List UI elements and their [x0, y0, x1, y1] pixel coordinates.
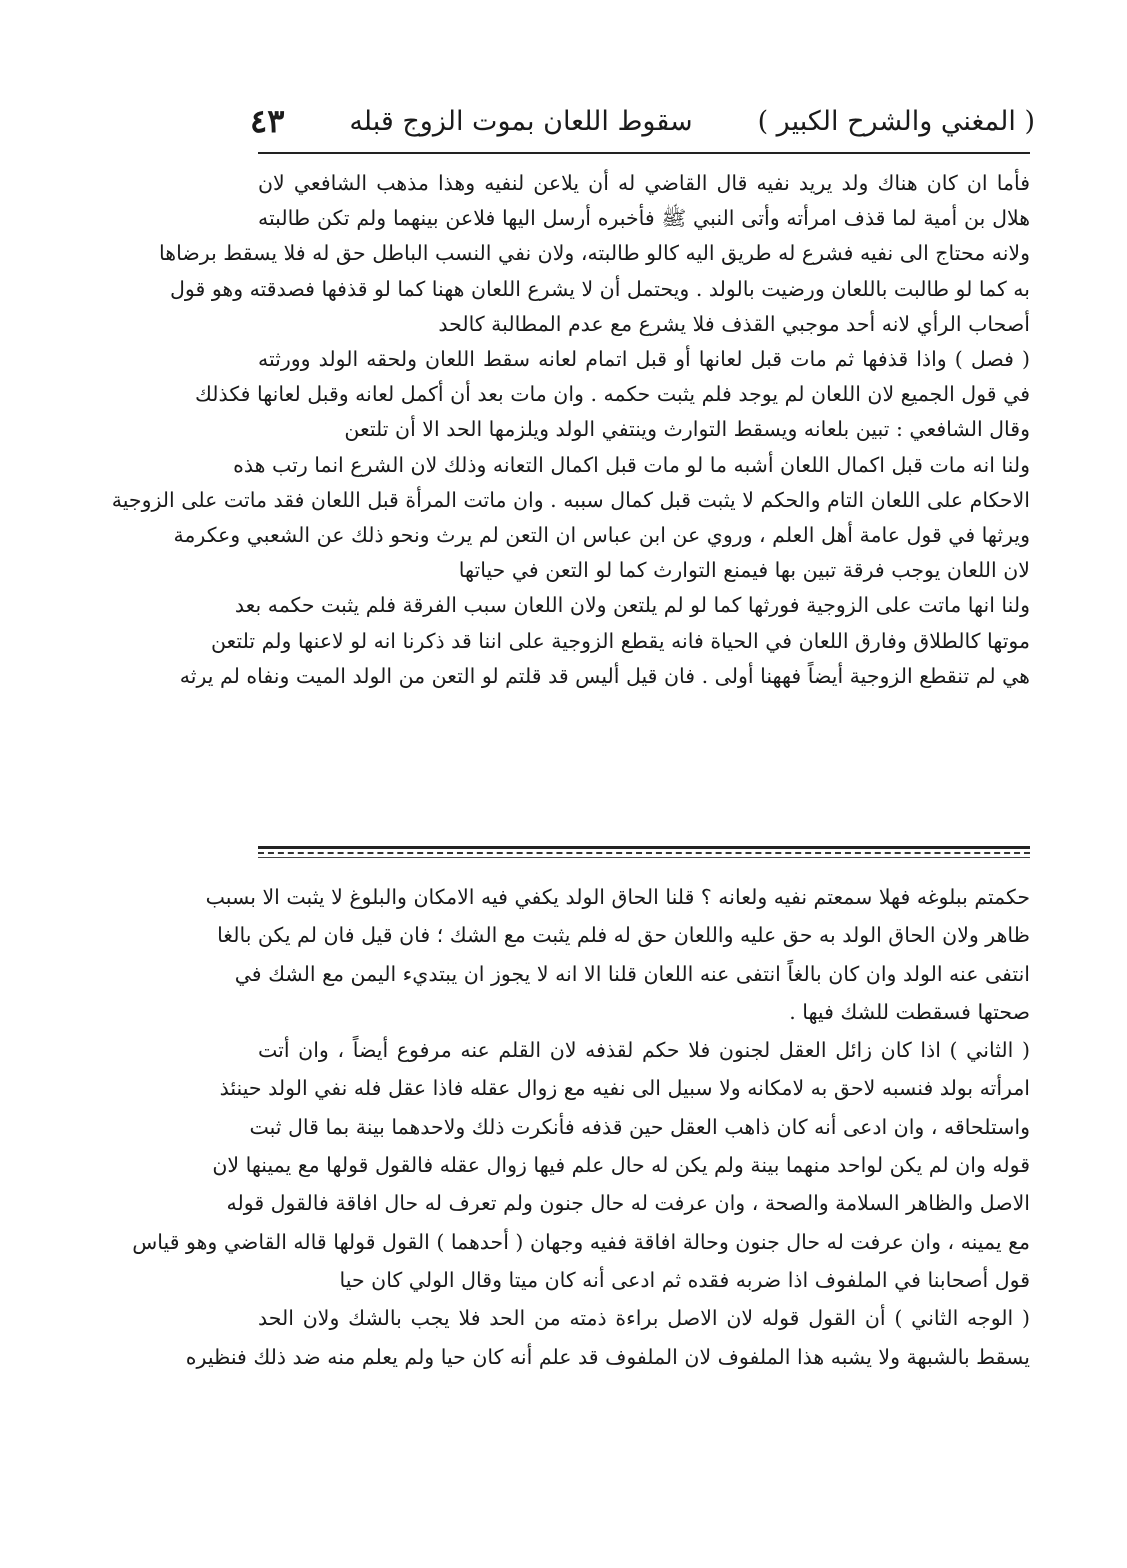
- page-number: ٤٣: [250, 102, 285, 140]
- paragraph: [159, 166, 1030, 342]
- separator-dashed-line: [258, 852, 1030, 854]
- paragraph: [111, 448, 1030, 589]
- paragraph: [205, 878, 1030, 1031]
- paragraph: [132, 1031, 1030, 1299]
- section-separator: [258, 846, 1030, 860]
- text-line: ( الوجه الثاني ) أن القول قوله لان الاصل براءة ذمته من الحد فلا يجب بالشك ولان الحد: [258, 1306, 1030, 1331]
- text-line: يسقط بالشبهة ولا يشبه هذا الملفوف لان الملفوف قد علم أنه كان حيا ولم يعلم منه ضد ذلك فنظيره: [185, 1344, 1030, 1369]
- header-rule: [258, 152, 1030, 154]
- text-line: في قول الجميع لان اللعان لم يوجد فلم يثبت حكمه . وان مات بعد أن أكمل لعانه وقبل لعانها فكذلك: [195, 382, 1030, 407]
- text-line: ( فصل ) واذا قذفها ثم مات قبل لعانها أو قبل اتمام لعانه سقط اللعان ولحقه الولد وورثته: [258, 347, 1030, 372]
- page-header: [250, 96, 1035, 146]
- text-line: امرأته بولد فنسبه لاحق به لامكانه ولا سبيل الى نفيه مع زوال عقله فاذا عقل فله نفي الولد حينئذ: [219, 1076, 1030, 1101]
- upper-text-block: [111, 166, 1030, 694]
- paragraph: [185, 1299, 1030, 1376]
- paragraph: [195, 342, 1030, 448]
- lower-text-block: [132, 878, 1030, 1376]
- text-line: فأما ان كان هناك ولد يريد نفيه قال القاضي له أن يلاعن لنفيه وهذا مذهب الشافعي لان: [258, 171, 1030, 195]
- text-line: قوله وان لم يكن لواحد منهما بينة ولم يكن له حال علم فيها زوال عقله فالقول قولها مع يمينها لان: [212, 1153, 1030, 1178]
- text-line: ويرثها في قول عامة أهل العلم ، وروي عن ابن عباس ان التعن لم يرث ونحو ذلك عن الشعبي وعكرمة: [173, 523, 1030, 548]
- text-line: حكمتم ببلوغه فهلا سمعتم نفيه ولعانه ؟ قلنا الحاق الولد يكفي فيه الامكان والبلوغ لا يثبت الا بسبب: [205, 885, 1030, 909]
- text-line: وقال الشافعي : تبين بلعانه ويسقط التوارث وينتفي الولد ويلزمها الحد الا أن تلتعن: [344, 417, 1030, 442]
- text-line: هي لم تنقطع الزوجية أيضاً فههنا أولى . فان قيل أليس قد قلتم لو التعن من الولد الميت ونفاه لم يرثه: [179, 663, 1030, 688]
- text-line: ولانه محتاج الى نفيه فشرع له طريق اليه كالو طالبته، ولان نفي النسب الباطل حق له فلا يسقط برضاها: [159, 241, 1030, 266]
- separator-line: [258, 846, 1030, 849]
- text-line: انتفى عنه الولد وان كان بالغاً انتفى عنه اللعان قلنا الا انه لا يجوز ان يبتديء اليمن مع الشك في: [234, 961, 1030, 986]
- text-line: ظاهر ولان الحاق الولد به حق عليه واللعان حق له فلم يثبت مع الشك ؛ فان قيل فان لم يكن بالغا: [217, 923, 1030, 948]
- text-line: الاصل والظاهر السلامة والصحة ، وان عرفت له حال جنون ولم تعرف له حال افاقة فالقول قوله: [226, 1191, 1030, 1216]
- text-line: هلال بن أمية لما قذف امرأته وأتى النبي ﷺ فأخبره أرسل اليها فلاعن بينهما ولم تكن طالبته: [258, 206, 1030, 231]
- text-line: لان اللعان يوجب فرقة تبين بها فيمنع التوارث كما لو التعن في حياتها: [458, 558, 1030, 583]
- text-line: صحتها فسقطت للشك فيها .: [789, 999, 1030, 1024]
- text-line: ( الثاني ) اذا كان زائل العقل لجنون فلا حكم لقذفه لان القلم عنه مرفوع أيضاً ، وان أتت: [258, 1038, 1030, 1063]
- text-line: واستلحاقه ، وان ادعى أنه كان ذاهب العقل حين قذفه فأنكرت ذلك ولاحدهما بينة بما قال ثبت: [249, 1114, 1030, 1139]
- text-line: قول أصحابنا في الملفوف اذا ضربه فقده ثم ادعى أنه كان ميتا وقال الولي كان حيا: [339, 1267, 1030, 1292]
- paragraph: [179, 588, 1030, 694]
- text-line: أصحاب الرأي لانه أحد موجبي القذف فلا يشرع مع عدم المطالبة كالحد: [438, 311, 1030, 336]
- text-line: موتها كالطلاق وفارق اللعان في الحياة فانه يقطع الزوجية على اننا قد ذكرنا انه لو لاعنها ولم تلتعن: [210, 628, 1030, 653]
- book-title: ( المغني والشرح الكبير ): [757, 105, 1035, 137]
- text-line: به كما لو طالبت باللعان ورضيت بالولد . ويحتمل أن لا يشرع اللعان ههنا كما لو قذفها فصدقته وهو قول: [170, 276, 1030, 301]
- text-line: الاحكام على اللعان التام والحكم لا يثبت قبل كمال سببه . وان ماتت المرأة قبل اللعان فقد ماتت على الزوجية: [111, 487, 1030, 512]
- separator-thin-line: [258, 857, 1030, 858]
- text-line: مع يمينه ، وان عرفت له حال جنون وحالة افاقة ففيه وجهان ( أحدهما ) القول قولها قاله القاضي وهو قياس: [132, 1229, 1030, 1254]
- section-title: سقوط اللعان بموت الزوج قبله: [349, 105, 693, 137]
- text-line: ولنا انه مات قبل اكمال اللعان أشبه ما لو مات قبل اكمال التعانه وذلك لان الشرع انما رتب هذه: [233, 452, 1030, 477]
- text-line: ولنا انها ماتت على الزوجية فورثها كما لو لم يلتعن ولان اللعان سبب الفرقة فلم يثبت حكمه بعد: [234, 593, 1030, 618]
